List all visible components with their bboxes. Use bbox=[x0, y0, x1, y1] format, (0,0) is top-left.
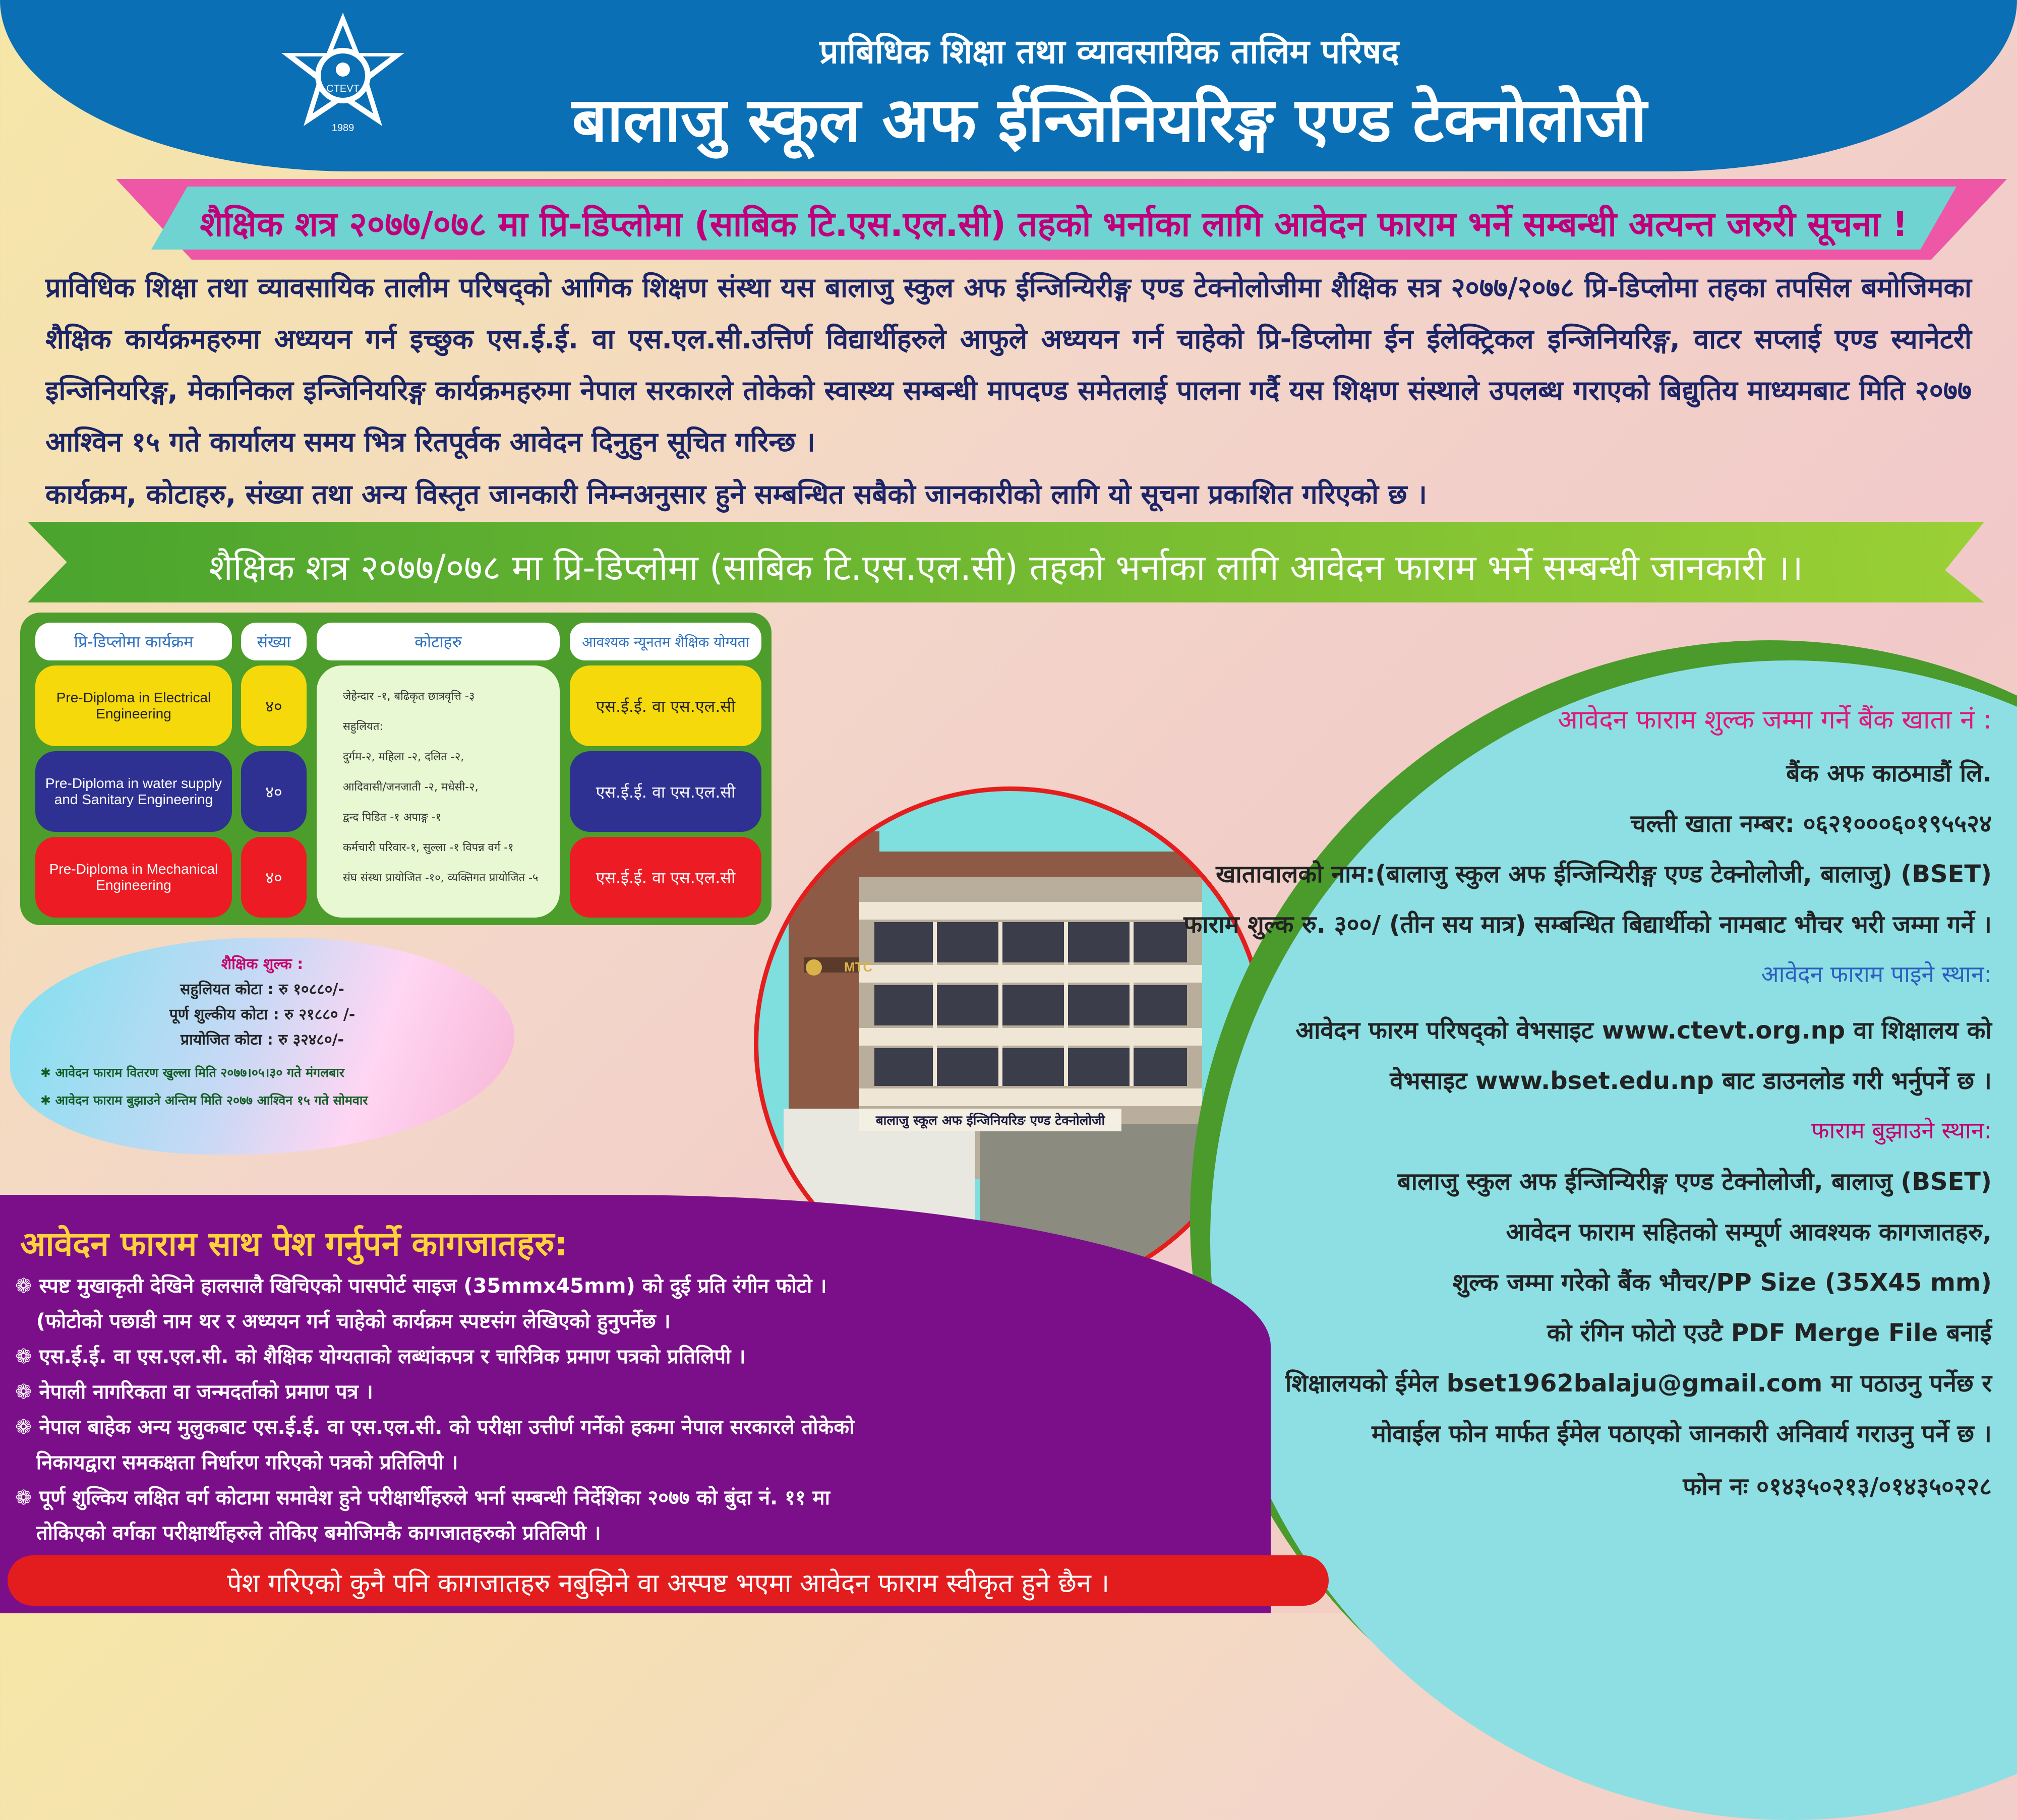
document-item: तोकिएको वर्गका परीक्षार्थीहरुले तोकिए बमोजिमकै कागजातहरुको प्रतिलिपी । bbox=[36, 1522, 601, 1545]
bullet-icon: ❁ bbox=[15, 1345, 32, 1368]
bullet-icon: ❁ bbox=[15, 1380, 32, 1404]
qualification-electrical: एस.ई.ई. वा एस.एल.सी bbox=[570, 665, 761, 746]
quota-line: कर्मचारी परिवार-१, सुल्ला -१ विपन्न वर्ग -१ bbox=[343, 841, 514, 854]
quota-line: द्वन्द पिडित -१ अपाङ्ग -१ bbox=[343, 811, 441, 824]
document-item: (फोटोको पछाडी नाम थर र अध्ययन गर्न चाहेको कार्यक्रम स्पष्टसंग लेखिएको हुनुपर्नेछ । bbox=[36, 1310, 671, 1333]
fee-note: ✱ आवेदन फाराम बुझाउने अन्तिम मिति २०७७ आश्विन १५ गते सोमवार bbox=[40, 1093, 368, 1108]
fee-note: ✱ आवेदन फाराम वितरण खुल्ला मिति २०७७।०५।३० गते मंगलबार bbox=[40, 1065, 345, 1080]
intro-paragraph: प्राविधिक शिक्षा तथा व्यावसायिक तालीम परिषद्को आगिक शिक्षण संस्था यस बालाजु स्कुल अफ ईन्जिन्यिरीङ्ग एण्ड टेक्नोलोजीमा शैक्षिक सत्र २०७७/२०७८ प्रि-डिप्लोमा तहका तपसिल बमोजिमका शैक्षिक कार्यक्रमहरुमा अध्ययन गर्न इच्छुक एस.ई.ई. वा एस.एल.सी.उत्तिर्ण विद्यार्थीहरुले आफुले अध्ययन गर्न चाहेको प्रि-डिप्लोमा ईन ईलेक्ट्रिकल इन्जिनियरिङ्ग, वाटर सप्लाई एण्ड स्यानेटरी इन्जिनियरिङ्ग, मेकानिकल इन्जिनियरिङ्ग कार्यक्रमहरुमा नेपाल सरकारले तोकेको स्वास्थ्य सम्बन्धी मापदण्ड समेतलाई पालना गर्दै यस शिक्षण संस्थाले उपलब्ध गराएको बिद्युतिय माध्यमबाट मिति २०७७ आश्विन १५ गते कार्यालय समय भित्र रितपूर्वक आवेदन दिनुहुन सूचित गरिन्छ । bbox=[45, 272, 1972, 458]
submit-location-title: फाराम बुझाउने स्थान: bbox=[1811, 1117, 1992, 1144]
document-item: ❁ स्पष्ट मुखाकृती देखिने हालसालै खिचिएको पासपोर्ट साइज (35mmx45mm) को दुई प्रति रंगीन फोटो । bbox=[15, 1275, 827, 1298]
info-banner-text: शैक्षिक शत्र २०७७/०७८ मा प्रि-डिप्लोमा (साबिक टि.एस.एल.सी) तहको भर्नाका लागि आवेदन फाराम भर्ने सम्बन्धी जानकारी ।। bbox=[209, 547, 1803, 588]
header-count: संख्या bbox=[241, 623, 307, 660]
logo-year: 1989 bbox=[331, 123, 354, 134]
warning-text: पेश गरिएको कुनै पनि कागजातहरु नबुझिने वा अस्पष्ट भएमा आवेदन फाराम स्वीकृत हुने छैन । bbox=[226, 1568, 1110, 1599]
bullet-icon: ❁ bbox=[15, 1275, 32, 1298]
bank-line: चल्ती खाता नम्बर: ०६२१०००६०१९५५२४ bbox=[1630, 810, 1992, 838]
document-item: ❁ नेपाल बाहेक अन्य मुलुकबाट एस.ई.ई. वा एस.एल.सी. को परीक्षा उत्तीर्ण गर्नेको हकमा नेपाल सरकारले तोकेको bbox=[15, 1416, 855, 1439]
headline-notice: शैक्षिक शत्र २०७७/०७८ मा प्रि-डिप्लोमा (साबिक टि.एस.एल.सी) तहको भर्नाका लागि आवेदन फाराम भर्ने सम्बन्धी अत्यन्त जरुरी सूचना ! bbox=[200, 205, 1908, 245]
quota-line: सहुलियत: bbox=[343, 720, 383, 733]
bank-line: फाराम शुल्क रु. ३००/ (तीन सय मात्र) सम्बन्धित बिद्यार्थीको नामबाट भौचर भरी जम्मा गर्ने । bbox=[1183, 911, 1992, 939]
document-item: निकायद्वारा समकक्षता निर्धारण गरिएको पत्रको प्रतिलिपी । bbox=[36, 1451, 458, 1474]
qualification-mechanical: एस.ई.ई. वा एस.एल.सी bbox=[570, 837, 761, 918]
program-electrical: Pre-Diploma in Electrical Engineering bbox=[35, 665, 232, 746]
photo-badge: MTC bbox=[844, 959, 873, 975]
quota-line: संघ संस्था प्रायोजित -१०, व्यक्तिगत प्रायोजित -५ bbox=[343, 872, 539, 884]
quota-line: जेहेन्दार -१, बढिकृत छात्रवृत्ति -३ bbox=[343, 690, 475, 703]
fee-line: प्रायोजित कोटा : रु ३२४८०/- bbox=[181, 1031, 344, 1049]
document-item: ❁ एस.ई.ई. वा एस.एल.सी. को शैक्षिक योग्यताको लब्धांकपत्र र चारित्रिक प्रमाण पत्रको प्रतिलिपी । bbox=[15, 1345, 746, 1368]
submit-line: शिक्षालयको ईमेल bset1962balaju@gmail.com मा पठाउनु पर्नेछ र bbox=[1285, 1369, 1992, 1398]
form-location-title: आवेदन फाराम पाइने स्थान: bbox=[1761, 960, 1992, 988]
school-name: बालाजु स्कूल अफ ईन्जिनियरिङ्ग एण्ड टेक्नोलोजी bbox=[572, 84, 1647, 156]
header-program: प्रि-डिप्लोमा कार्यक्रम bbox=[35, 623, 232, 660]
bank-line: बैंक अफ काठमाडौं लि. bbox=[1786, 759, 1992, 787]
council-name: प्राबिधिक शिक्षा तथा व्यावसायिक तालिम परिषद bbox=[819, 32, 1399, 71]
documents-title: आवेदन फाराम साथ पेश गर्नुपर्ने कागजातहरु: bbox=[20, 1225, 568, 1263]
header-quota: कोटाहरु bbox=[317, 623, 560, 660]
qualification-water-supply: एस.ई.ई. वा एस.एल.सी bbox=[570, 751, 761, 832]
phone-line: फोन नः ०१४३५०२१३/०१४३५०२२८ bbox=[1683, 1473, 1992, 1501]
form-location-line: आवेदन फारम परिषद्को वेभसाइट www.ctevt.org.np वा शिक्षालय को bbox=[1295, 1016, 1992, 1045]
submit-line: बालाजु स्कुल अफ ईन्जिन्यिरीङ्ग एण्ड टेक्नोलोजी, बालाजु (BSET) bbox=[1397, 1168, 1992, 1196]
submit-line: आवेदन फाराम सहितको सम्पूर्ण आवश्यक कागजातहरु, bbox=[1506, 1218, 1992, 1246]
fee-title: शैक्षिक शुल्क : bbox=[221, 955, 304, 973]
fee-line: सहुलियत कोटा : रु १०८८०/- bbox=[180, 981, 344, 998]
program-mechanical: Pre-Diploma in Mechanical Engineering bbox=[35, 837, 232, 918]
form-location-line: वेभसाइट www.bset.edu.np बाट डाउनलोड गरी भर्नुपर्ने छ । bbox=[1390, 1067, 1992, 1095]
submit-line: को रंगिन फोटो एउटै PDF Merge File बनाई bbox=[1547, 1319, 1992, 1347]
count-electrical: ४० bbox=[241, 665, 307, 746]
document-item: ❁ नेपाली नागरिकता वा जन्मदर्ताको प्रमाण पत्र । bbox=[15, 1380, 373, 1404]
fee-line: पूर्ण शुल्कीय कोटा : रु २१८८० /- bbox=[169, 1006, 355, 1023]
document-item: ❁ पूर्ण शुल्किय लक्षित वर्ग कोटामा समावेश हुने परीक्षार्थीहरुले भर्ना सम्बन्धी निर्देशिका २०७७ को बुंदा नं. ११ मा bbox=[15, 1486, 830, 1509]
submit-line: मोवाईल फोन मार्फत ईमेल पठाएको जानकारी अनिवार्य गराउनु पर्ने छ । bbox=[1372, 1420, 1992, 1448]
count-water-supply: ४० bbox=[241, 751, 307, 832]
program-water-supply: Pre-Diploma in water supply and Sanitary Engineering bbox=[35, 751, 232, 832]
fee-section bbox=[10, 938, 514, 1155]
logo-text: CTEVT bbox=[326, 83, 360, 94]
photo-sign: बालाजु स्कूल अफ ईन्जिनियरिङ एण्ड टेक्नोलोजी bbox=[875, 1113, 1105, 1128]
quota-line: आदिवासी/जनजाती -२, मधेसी-२, bbox=[343, 781, 479, 794]
ctevt-logo bbox=[272, 10, 413, 151]
intro-paragraph-2: कार्यक्रम, कोटाहरु, संख्या तथा अन्य विस्तृत जानकारी निम्नअनुसार हुने सम्बन्धित सबैको जानकारीको लागि यो सूचना प्रकाशित गरिएको छ । bbox=[45, 478, 1427, 510]
bank-line: खातावालको नाम:(बालाजु स्कुल अफ ईन्जिन्यिरीङ्ग एण्ड टेक्नोलोजी, बालाजु) (BSET) bbox=[1216, 860, 1992, 888]
submit-line: शुल्क जम्मा गरेको बैंक भौचर/PP Size (35X45 mm) bbox=[1452, 1268, 1992, 1297]
count-mechanical: ४० bbox=[241, 837, 307, 918]
bank-title: आवेदन फाराम शुल्क जम्मा गर्ने बैंक खाता नं : bbox=[1558, 705, 1992, 735]
header-qualification: आवश्यक न्यूनतम शैक्षिक योग्यता bbox=[570, 623, 761, 660]
bullet-icon: ❁ bbox=[15, 1416, 32, 1439]
quota-line: दुर्गम-२, महिला -२, दलित -२, bbox=[343, 751, 464, 763]
bullet-icon: ❁ bbox=[15, 1486, 32, 1509]
